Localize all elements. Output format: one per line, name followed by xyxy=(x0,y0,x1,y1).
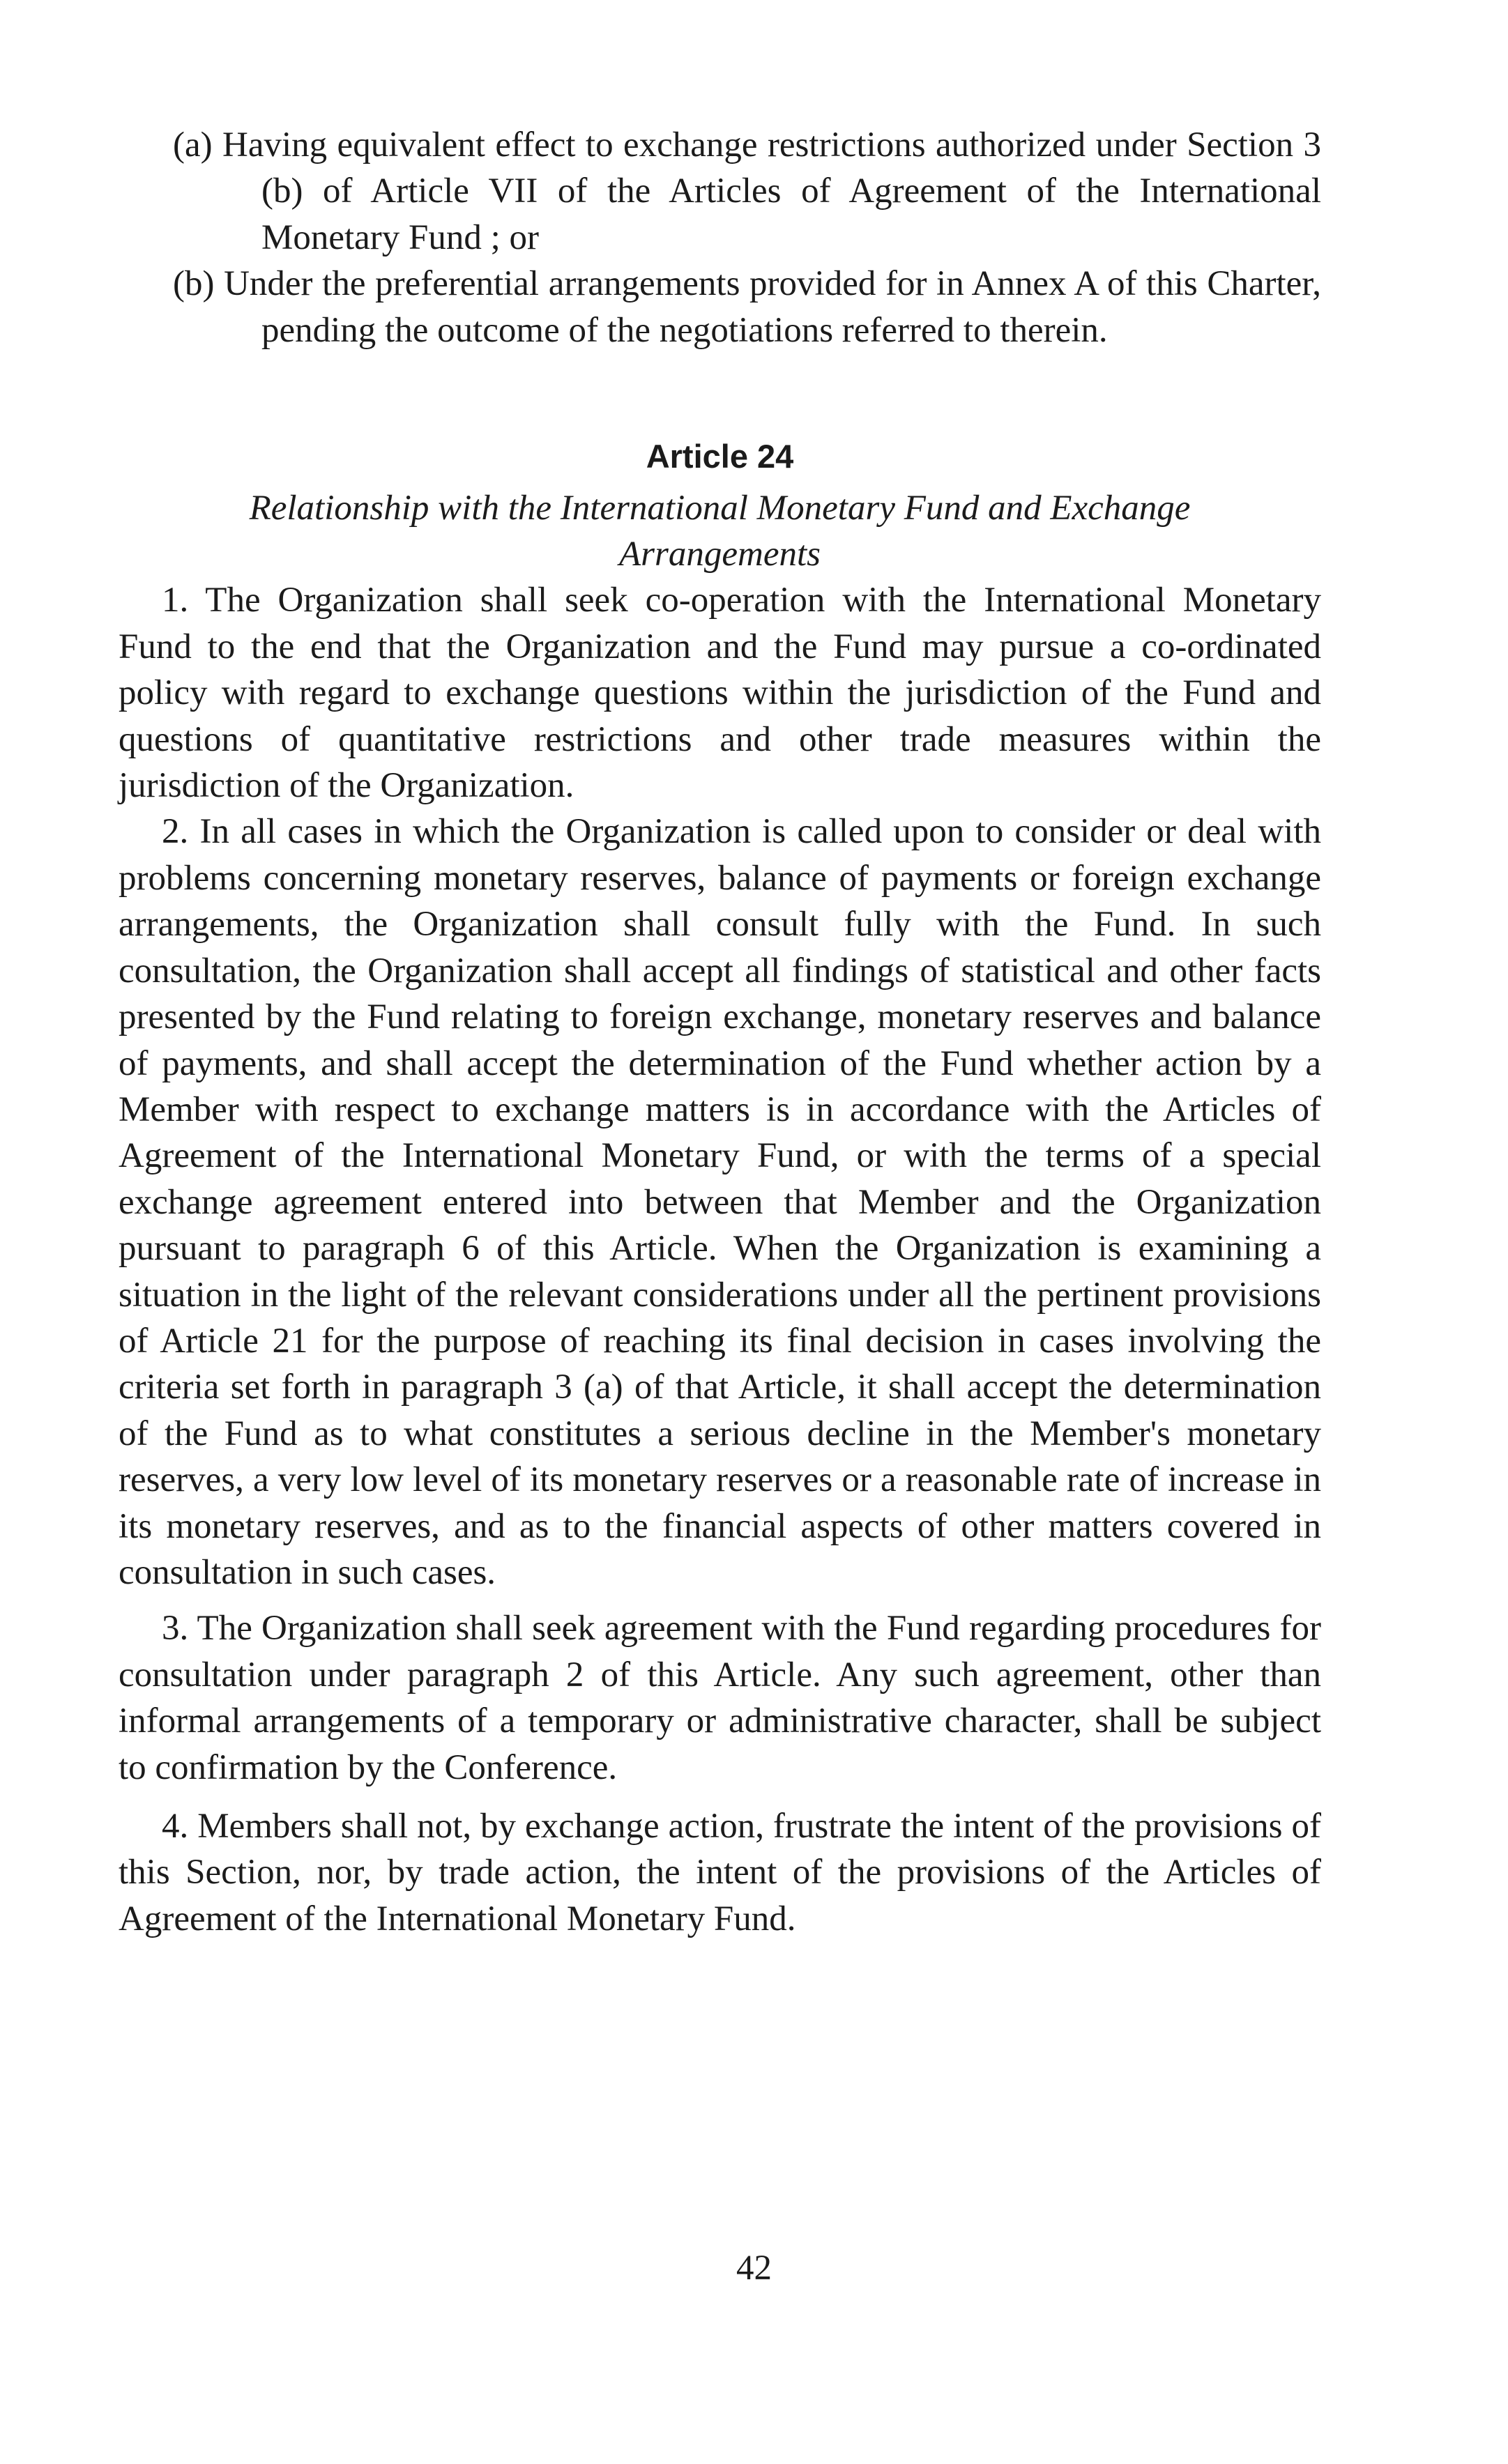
list-item-b xyxy=(119,261,1321,353)
paragraph-3: 3. The Organization shall seek agreement with the Fund regarding procedures for consultation under paragraph 2 of this Article. Any such agreement, other than informal arrangements of a temporary or administrative character, shall be subject to confirmation by the Conference. xyxy=(119,1609,1321,1787)
list-item-a xyxy=(119,122,1321,261)
list-item-b-label: (b) xyxy=(173,264,215,304)
list-item-b-text: Under the preferential arrangements provided for in Annex A of this Charter, pending the outcome of the negotiations referred to therein. xyxy=(224,264,1321,350)
article-number: Article 24 xyxy=(646,438,794,475)
paragraph-4: 4. Members shall not, by exchange action, frustrate the intent of the provisions of this Section, nor, by trade action, the intent of the provisions of the Articles of Agreement of the International Monetary Fund. xyxy=(119,1807,1321,1938)
page-number: 42 xyxy=(736,2249,772,2288)
paragraph-2: 2. In all cases in which the Organization is called upon to consider or deal with problems concerning monetary reserves, balance of payments or foreign exchange arrangements, the Organization shall consult fully with the Fund. In such consultation, the Organization shall accept all findings of statistical and other facts presented by the Fund relating to foreign exchange, monetary reserves and balance of payments, and shall accept the determination of the Fund whether action by a Member with respect to exchange matters is in accordance with the Articles of Agreement of the International Monetary Fund, or with the terms of a special exchange agreement entered into between that Member and the Organization pursuant to paragraph 6 of this Article. When the Organization is examining a situation in the light of the relevant considerations under all the pertinent provisions of Article 21 for the purpose of reaching its final decision in cases involving the criteria set forth in paragraph 3 (a) of that Article, it shall accept the determination of the Fund as to what constitutes a serious decline in the Member's monetary reserves, a very low level of its monetary reserves or a reasonable rate of increase in its monetary reserves, and as to the financial aspects of other matters covered in consultation in such cases. xyxy=(119,812,1321,1592)
paragraph-1: 1. The Organization shall seek co-operation with the International Monetary Fund to the end that the Organization and the Fund may pursue a co-ordinated policy with regard to exchange questions within the jurisdiction of the Fund and questions of quantitative restrictions and other trade measures within the jurisdiction of the Organization. xyxy=(119,581,1321,806)
list-item-a-text: Having equivalent effect to exchange restrictions authorized under Section 3 (b) of Article VII of the Articles of Agreement of the International Monetary Fund ; or xyxy=(222,125,1321,257)
document-body xyxy=(119,122,1321,1942)
list-item-a-label: (a) xyxy=(173,125,213,164)
article-title: Relationship with the International Monetary Fund and Exchange Arrangements xyxy=(249,489,1191,574)
